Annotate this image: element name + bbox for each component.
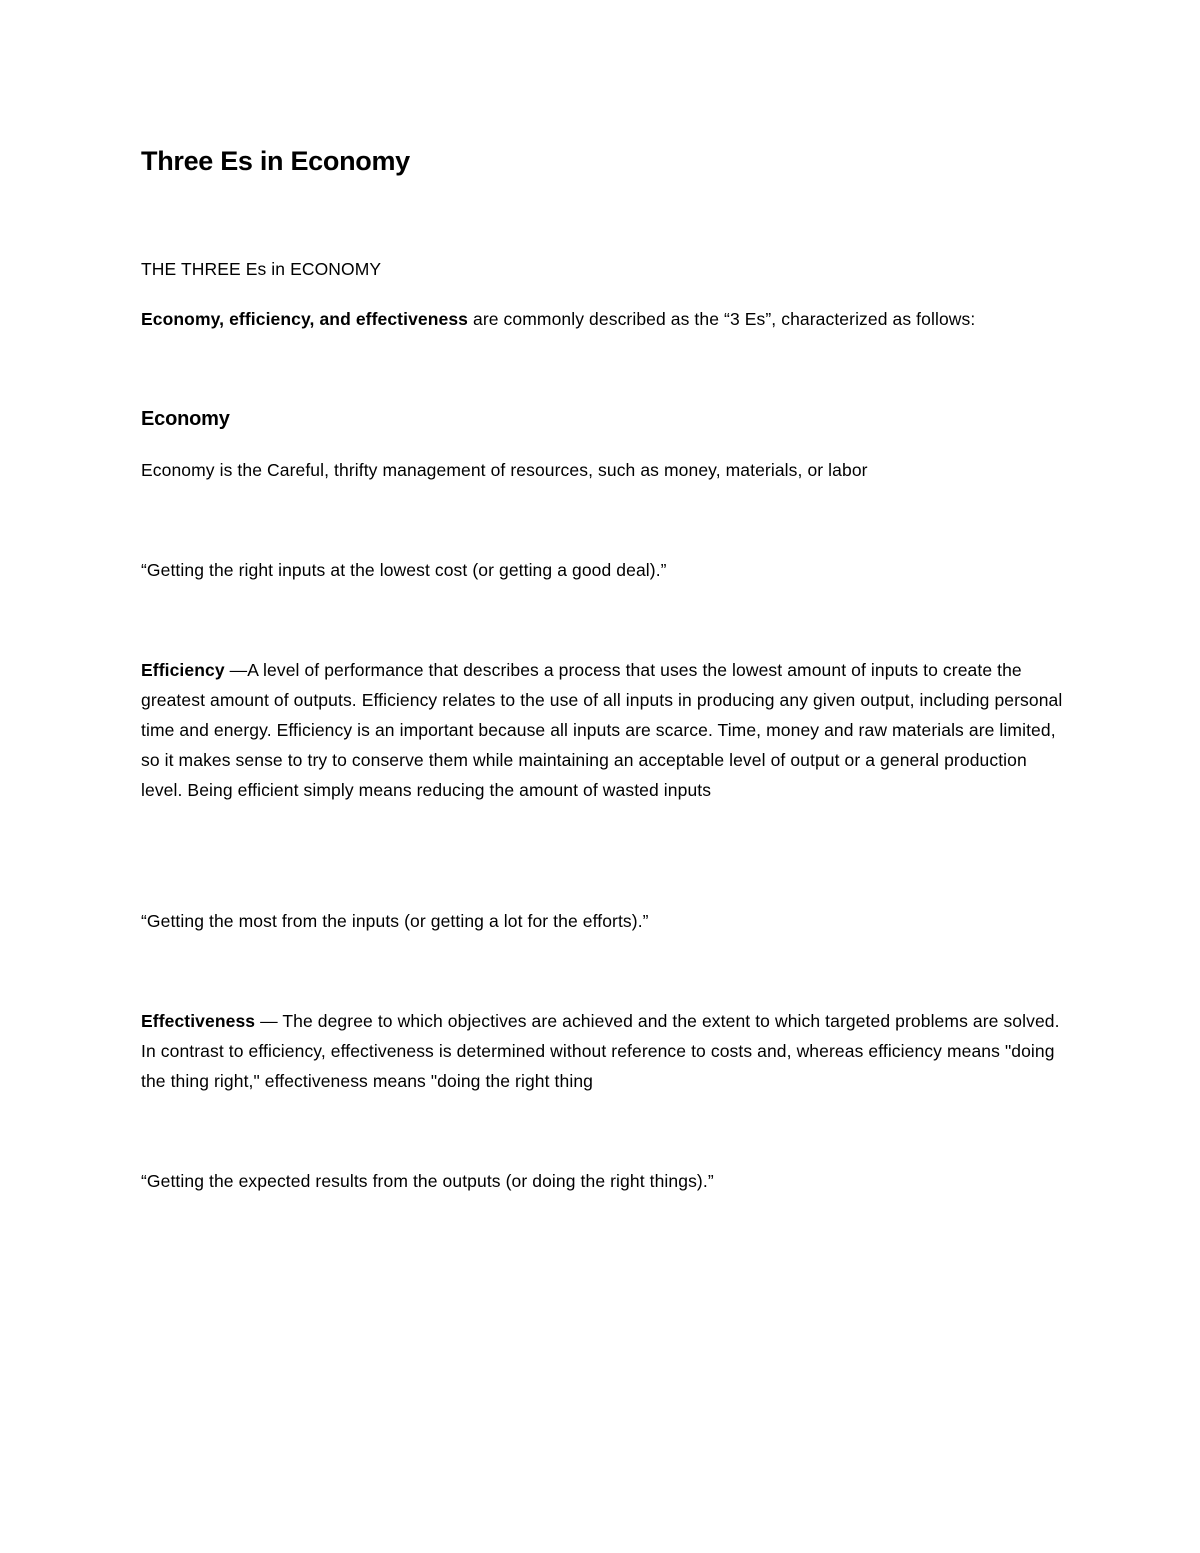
effectiveness-definition: — The degree to which objectives are achieved and the extent to which targeted problems are solved. In contrast to efficiency, effectiveness is determined without reference to costs and, whereas efficiency means "doing the thing right," effectiveness means "doing the right thing — [141, 1011, 1060, 1091]
intro-bold-terms: Economy, efficiency, and effectiveness — [141, 309, 469, 329]
efficiency-term: Efficiency — [141, 660, 225, 680]
efficiency-paragraph — [141, 655, 1066, 805]
document-subtitle: THE THREE Es in ECONOMY — [141, 259, 382, 279]
effectiveness-term: Effectiveness — [141, 1011, 256, 1031]
economy-definition: Economy is the Careful, thrifty management of resources, such as money, materials, or labor — [141, 460, 868, 480]
efficiency-definition: —A level of performance that describes a process that uses the lowest amount of inputs to create the greatest amount of outputs. Efficiency relates to the use of all inputs in producing any given output, including personal time and energy. Efficiency is an important because all inputs are scarce. Time, money and raw materials are limited, so it makes sense to try to conserve them while maintaining an acceptable level of output or a general production level. Being efficient simply means reducing the amount of wasted inputs — [141, 660, 1063, 800]
effectiveness-quote: “Getting the expected results from the outputs (or doing the right things).” — [141, 1171, 714, 1191]
intro-text: are commonly described as the “3 Es”, characterized as follows: — [468, 309, 976, 329]
economy-heading: Economy — [141, 408, 230, 430]
document-title: Three Es in Economy — [141, 146, 410, 176]
effectiveness-paragraph — [141, 1006, 1066, 1096]
economy-quote: “Getting the right inputs at the lowest cost (or getting a good deal).” — [141, 560, 667, 580]
intro-paragraph — [141, 304, 1066, 334]
efficiency-quote: “Getting the most from the inputs (or getting a lot for the efforts).” — [141, 911, 649, 931]
